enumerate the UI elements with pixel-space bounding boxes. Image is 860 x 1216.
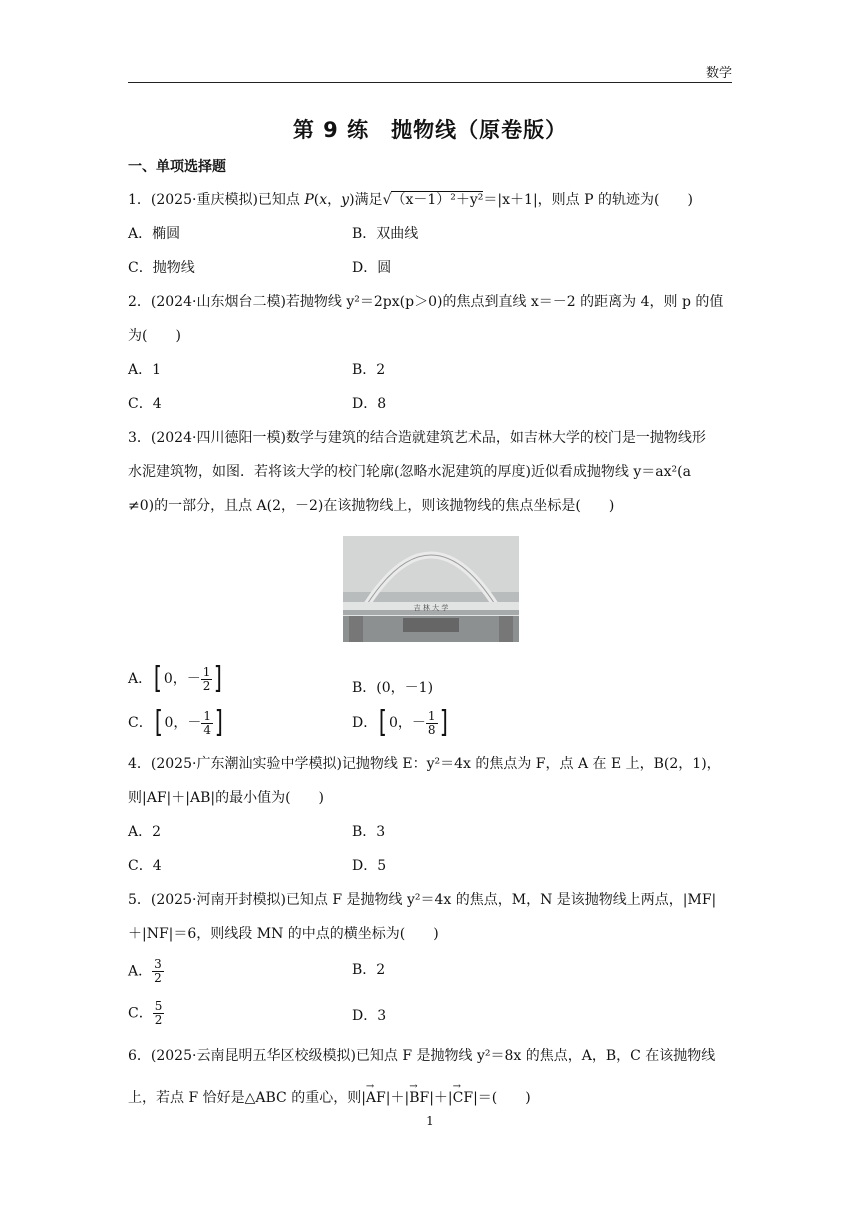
question-3-line-3: ≠0)的一部分，且点 A(2，－2)在该抛物线上，则该抛物线的焦点坐标是( ) [128, 498, 615, 514]
q3-option-c: C．[ 0，－ $\frac{1}{4}$ ] [128, 705, 223, 740]
right-bracket: ] [214, 705, 223, 740]
right-bracket: ] [439, 705, 448, 740]
q4-option-d: D．5 [352, 858, 387, 874]
q5-option-a: A． $\frac{3}{2}$ [128, 957, 162, 985]
question-6-line-2: 上，若点 F 恰好是△ABC 的重心，则|→ AF|＋|→ BF|＋|→ CF|＝( ) [128, 1088, 734, 1108]
q3-option-d: D．[ 0，－ $\frac{1}{8}$ ] [352, 705, 448, 740]
sqrt-sign: √ [382, 192, 392, 208]
question-1: 1．(2025·重庆模拟)已知点 P(x，y)满足√（x－1）²＋y²＝|x＋1|，则点 P 的轨迹为( ) [128, 192, 693, 208]
q1-option-c: C．抛物线 [128, 260, 195, 276]
university-gate-photo [343, 536, 519, 642]
q5-option-d: D．3 [352, 1008, 387, 1024]
question-5-line-1: 5．(2025·河南开封模拟)已知点 F 是抛物线 y²＝4x 的焦点，M，N 是该抛物线上两点，|MF| [128, 892, 717, 908]
question-2-line-2: 为( ) [128, 328, 181, 344]
q4-option-b: B．3 [352, 824, 386, 840]
question-6-line-1: 6．(2025·云南昆明五华区校级模拟)已知点 F 是抛物线 y²＝8x 的焦点，A，B，C 在该抛物线 [128, 1048, 716, 1064]
left-bracket: [ [154, 705, 163, 740]
q4-option-c: C．4 [128, 858, 162, 874]
q5-option-c: C． $\frac{5}{2}$ [128, 999, 163, 1027]
q1-option-d: D．圆 [352, 260, 392, 276]
question-2-line-1: 2．(2024·山东烟台二模)若抛物线 y²＝2px(p＞0)的焦点到直线 x＝－2 的距离为 4，则 p 的值 [128, 294, 724, 310]
left-bracket: [ [378, 705, 388, 740]
page-number: 1 [426, 1114, 434, 1128]
vector-cf: → CF [453, 1088, 473, 1108]
section-heading: 一、单项选择题 [128, 159, 226, 175]
vector-bf: → BF [409, 1088, 429, 1108]
question-5-line-2: ＋|NF|＝6，则线段 MN 的中点的横坐标为( ) [128, 926, 439, 942]
q2-option-c: C．4 [128, 396, 162, 412]
q4-option-a: A．2 [128, 824, 162, 840]
vector-af: → AF [366, 1088, 386, 1108]
q3-option-a: A．[ 0，－ $\frac{1}{2}$ ] [128, 661, 223, 696]
radicand: （x－1）²＋y² [391, 192, 484, 208]
q5-option-b: B．2 [352, 962, 386, 978]
q2-option-a: A．1 [128, 362, 162, 378]
q2-option-b: B．2 [352, 362, 386, 378]
question-4-line-1: 4．(2025·广东潮汕实验中学模拟)记抛物线 E：y²＝4x 的焦点为 F，点 A 在 E 上，B(2，1)， [128, 756, 721, 772]
right-bracket: ] [214, 661, 223, 696]
gate-sign: 吉 林 大 学 [413, 604, 449, 612]
subject-label: 数学 [705, 66, 732, 81]
page-header [128, 58, 732, 83]
question-3-line-1: 3．(2024·四川德阳一模)数学与建筑的结合造就建筑艺术品，如吉林大学的校门是一抛物线形 [128, 430, 706, 446]
q1-option-b: B．双曲线 [352, 226, 419, 242]
question-4-line-2: 则|AF|＋|AB|的最小值为( ) [128, 790, 325, 806]
q3-option-b: B．(0，－1) [352, 680, 434, 696]
question-3-line-2: 水泥建筑物，如图．若将该大学的校门轮廓(忽略水泥建筑的厚度)近似看成抛物线 y＝ax²(a [128, 464, 691, 480]
left-bracket: [ [153, 661, 163, 696]
q2-option-d: D．8 [352, 396, 387, 412]
page-title: 第 9 练 抛物线（原卷版） [292, 118, 568, 142]
q1-option-a: A．椭圆 [128, 226, 181, 242]
